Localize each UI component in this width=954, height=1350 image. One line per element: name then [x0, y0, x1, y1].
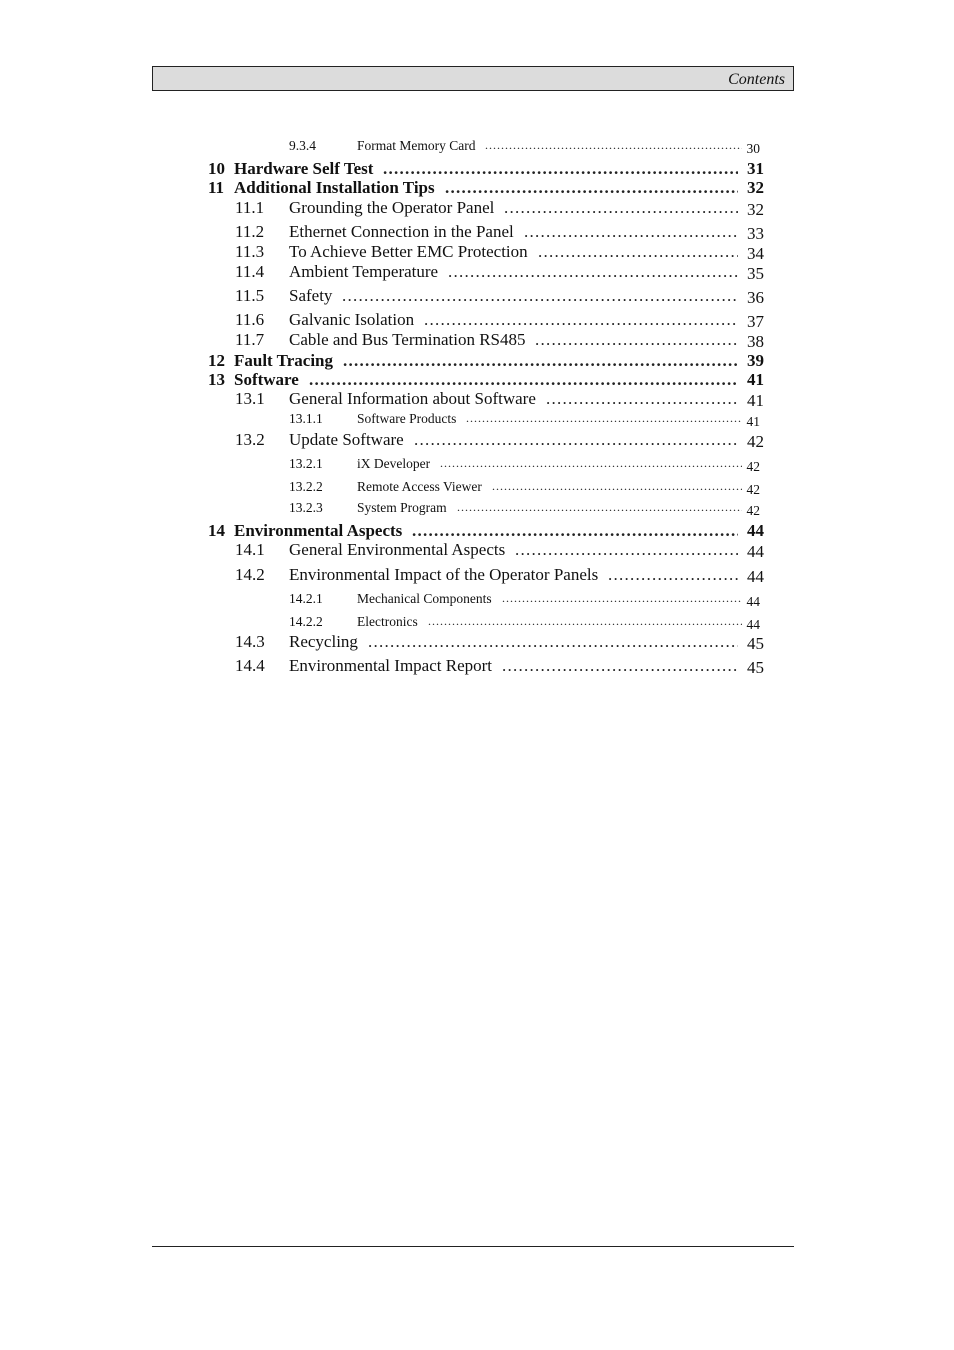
toc-entry-page: 34 [747, 244, 764, 263]
toc-entry-number: 13.2 [235, 430, 265, 449]
toc-leader-dots [538, 242, 738, 262]
toc-leader-dots [504, 198, 738, 218]
toc-entry-number: 13.2.3 [289, 500, 323, 515]
toc-entry-number: 11 [208, 178, 225, 197]
toc-entry-title: Remote Access Viewer [357, 479, 482, 494]
toc-entry-14-2-1[interactable] [0, 591, 954, 609]
toc-entry-11[interactable] [0, 178, 954, 198]
toc-entry-number: 11.7 [235, 330, 265, 349]
toc-entry-page: 39 [747, 351, 764, 370]
toc-entry-page: 45 [747, 658, 764, 677]
toc-entry-number: 11.2 [235, 222, 265, 241]
toc-entry-number: 14.3 [235, 632, 265, 651]
toc-entry-page: 33 [747, 224, 764, 243]
toc-entry-title: Ambient Temperature [289, 262, 439, 281]
toc-entry-page: 41 [747, 370, 764, 389]
toc-entry-page: 42 [746, 503, 760, 518]
toc-entry-page: 37 [747, 312, 764, 331]
toc-entry-page: 31 [747, 159, 764, 178]
toc-entry-title: Software Products [357, 411, 457, 426]
toc-leader-dots [445, 178, 738, 198]
toc-leader-dots [515, 540, 738, 560]
toc-entry-page: 32 [747, 200, 764, 219]
toc-entry-number: 11.6 [235, 310, 265, 329]
toc-entry-page: 32 [747, 178, 764, 197]
toc-entry-title: Software [234, 370, 299, 389]
toc-leader-dots [485, 138, 742, 153]
toc-entry-9-3-4[interactable] [0, 138, 954, 156]
toc-entry-13-2[interactable] [0, 430, 954, 452]
toc-entry-14-2[interactable] [0, 565, 954, 587]
toc-leader-dots [343, 351, 738, 371]
toc-entry-page: 44 [746, 594, 760, 609]
toc-leader-dots [524, 222, 738, 242]
toc-entry-title: Safety [289, 286, 333, 305]
toc-entry-title: Hardware Self Test [234, 159, 374, 178]
toc-leader-dots [424, 310, 738, 330]
toc-entry-number: 13.2.2 [289, 479, 323, 494]
toc-leader-dots [466, 411, 742, 426]
toc-leader-dots [342, 286, 738, 306]
toc-entry-11-3[interactable] [0, 242, 954, 264]
toc-entry-title: iX Developer [357, 456, 431, 471]
toc-entry-13-2-2[interactable] [0, 479, 954, 497]
toc-entry-title: Additional Installation Tips [234, 178, 435, 197]
toc-entry-title: Fault Tracing [234, 351, 334, 370]
toc-entry-number: 14.2.1 [289, 591, 323, 606]
toc-leader-dots [412, 521, 738, 541]
toc-entry-page: 38 [747, 332, 764, 351]
toc-leader-dots [492, 479, 742, 494]
toc-entry-title: System Program [357, 500, 447, 515]
toc-entry-title: Mechanical Components [357, 591, 492, 606]
toc-entry-page: 36 [747, 288, 764, 307]
toc-entry-page: 44 [747, 542, 764, 561]
toc-entry-page: 45 [747, 634, 764, 653]
toc-entry-title: Recycling [289, 632, 358, 651]
toc-entry-page: 44 [747, 567, 764, 586]
toc-entry-11-2[interactable] [0, 222, 954, 244]
toc-leader-dots [309, 370, 738, 390]
toc-leader-dots [414, 430, 738, 450]
toc-entry-title: Electronics [357, 614, 418, 629]
toc-entry-11-4[interactable] [0, 262, 954, 284]
toc-entry-page: 41 [746, 414, 760, 429]
toc-entry-title: Environmental Impact Report [289, 656, 492, 675]
toc-entry-page: 42 [746, 459, 760, 474]
toc-entry-title: Format Memory Card [357, 138, 476, 153]
toc-entry-number: 14.1 [235, 540, 265, 559]
toc-entry-13-1-1[interactable] [0, 411, 954, 429]
toc-entry-10[interactable] [0, 159, 954, 179]
toc-entry-11-7[interactable] [0, 330, 954, 352]
toc-leader-dots [448, 262, 738, 282]
header-title: Contents [728, 71, 785, 88]
toc-leader-dots [440, 456, 742, 471]
toc-leader-dots [383, 159, 738, 179]
toc-leader-dots [428, 614, 742, 629]
toc-entry-title: Grounding the Operator Panel [289, 198, 495, 217]
toc-entry-title: Cable and Bus Termination RS485 [289, 330, 526, 349]
toc-entry-number: 13.1 [235, 389, 265, 408]
toc-entry-title: To Achieve Better EMC Protection [289, 242, 528, 261]
toc-entry-14-1[interactable] [0, 540, 954, 562]
toc-entry-page: 35 [747, 264, 764, 283]
toc-entry-number: 11.3 [235, 242, 265, 261]
toc-entry-number: 12 [208, 351, 225, 370]
toc-entry-page: 41 [747, 391, 764, 410]
toc-entry-number: 13.2.1 [289, 456, 323, 471]
toc-entry-title: General Environmental Aspects [289, 540, 506, 559]
toc-leader-dots [502, 656, 738, 676]
toc-entry-14-4[interactable] [0, 656, 954, 678]
toc-entry-14-2-2[interactable] [0, 614, 954, 632]
footer-rule [152, 1246, 794, 1247]
toc-entry-number: 11.4 [235, 262, 265, 281]
toc-entry-number: 14 [208, 521, 225, 540]
toc-entry-page: 42 [747, 432, 764, 451]
toc-leader-dots [546, 389, 738, 409]
toc-entry-11-1[interactable] [0, 198, 954, 220]
toc-entry-page: 44 [747, 521, 764, 540]
toc-entry-number: 11.5 [235, 286, 265, 305]
toc-leader-dots [457, 500, 742, 515]
toc-entry-14-3[interactable] [0, 632, 954, 654]
toc-entry-title: Environmental Impact of the Operator Panels [289, 565, 599, 584]
toc-entry-13-2-3[interactable] [0, 500, 954, 518]
toc-entry-number: 13 [208, 370, 225, 389]
toc-entry-11-6[interactable] [0, 310, 954, 332]
toc-entry-page: 30 [746, 141, 760, 156]
toc-entry-number: 14.2 [235, 565, 265, 584]
toc-entry-13[interactable] [0, 370, 954, 390]
toc-entry-page: 42 [746, 482, 760, 497]
toc-entry-number: 14.4 [235, 656, 265, 675]
toc-entry-11-5[interactable] [0, 286, 954, 308]
toc-leader-dots [535, 330, 738, 350]
toc-entry-page: 44 [746, 617, 760, 632]
toc-entry-number: 11.1 [235, 198, 265, 217]
toc-entry-number: 9.3.4 [289, 138, 316, 153]
toc-entry-number: 13.1.1 [289, 411, 323, 426]
toc-entry-title: Galvanic Isolation [289, 310, 415, 329]
toc-leader-dots [608, 565, 738, 585]
toc-entry-title: Ethernet Connection in the Panel [289, 222, 514, 241]
toc-entry-14[interactable] [0, 521, 954, 541]
toc-entry-title: Environmental Aspects [234, 521, 403, 540]
toc-entry-title: General Information about Software [289, 389, 536, 408]
toc-leader-dots [368, 632, 738, 652]
toc-entry-number: 14.2.2 [289, 614, 323, 629]
toc-entry-title: Update Software [289, 430, 404, 449]
toc-entry-12[interactable] [0, 351, 954, 371]
toc-entry-number: 10 [208, 159, 225, 178]
toc-entry-13-2-1[interactable] [0, 456, 954, 474]
toc-leader-dots [502, 591, 742, 606]
toc-entry-13-1[interactable] [0, 389, 954, 411]
